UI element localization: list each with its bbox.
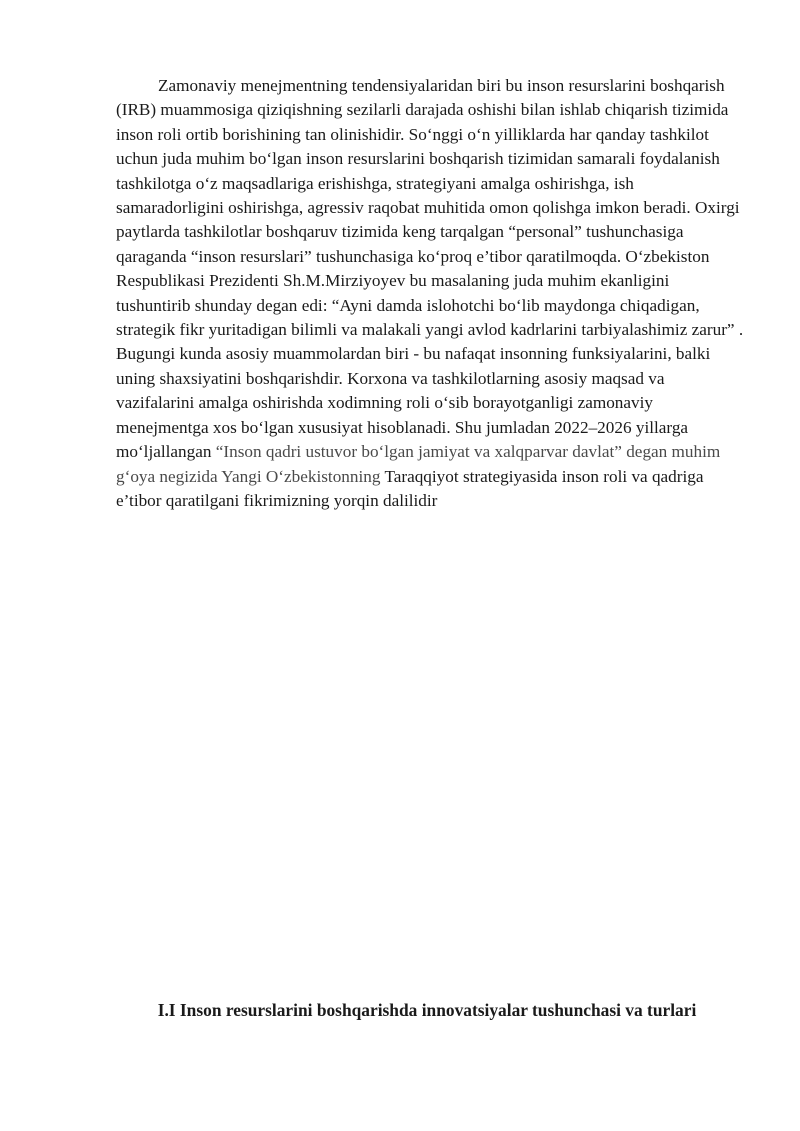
- paragraph-text-main: Zamonaviy menejmentning tendensiyalaridan biri bu inson resurslarini boshqarish (IRB) muammosiga qiziqishning sezilarli darajada oshishi bilan ishlab chiqarish tizimida inson roli ortib borishining tan olinishidir. So‘nggi o‘n yilliklarda har qanday tashkilot uchun juda muhim bo‘lgan inson resurslarini boshqarish tizimidan samarali foydalanish tashkilotga o‘z maqsadlariga erishishga, strategiyani amalga oshirishga, ish samaradorligini oshirishga, agressiv raqobat muhitida omon qolishga imkon beradi. Oxirgi paytlarda tashkilotlar boshqaruv tizimida keng tarqalgan “personal” tushunchasiga qaraganda “inson resurslari” tushunchasiga ko‘proq e’tibor qaratilmoqda. O‘zbekiston Respublikasi Prezidenti Sh.M.Mirziyoyev bu masalaning juda muhim ekanligini tushuntirib shunday degan edi: “Ayni damda islohotchi bo‘lib maydonga chiqadigan, strategik fikr yuritadigan bilimli va malakali yangi avlod kadrlarini tarbiyalashimiz zarur” . Bugungi kunda asosiy muammolardan biri - bu nafaqat insonning funksiyalarini, balki uning shaxsiyatini boshqarishdir. Korxona va tashkilotlarning asosiy maqsad va vazifalarini amalga oshirishda xodimning roli o‘sib borayotganligi zamonaviy menejmentga xos bo‘lgan xususiyat hisoblanadi. Shu jumladan 2022–2026 yillarga mo‘ljallangan: [116, 76, 744, 462]
- section-heading: I.I Inson resurslarini boshqarishda innovatsiyalar tushunchasi va turlari: [157, 1000, 697, 1020]
- paragraph-text-quote: “Inson qadri ustuvor bo‘lgan jamiyat va xalqparvar davlat” degan muhim g‘oya negizida Yangi O‘zbekistonning: [116, 442, 721, 486]
- body-paragraph: [116, 74, 744, 513]
- paragraph-text-end: Taraqqiyot strategiyasida inson roli va qadriga e’tibor qaratilgani fikrimizning yorqin dalilidir: [116, 466, 704, 510]
